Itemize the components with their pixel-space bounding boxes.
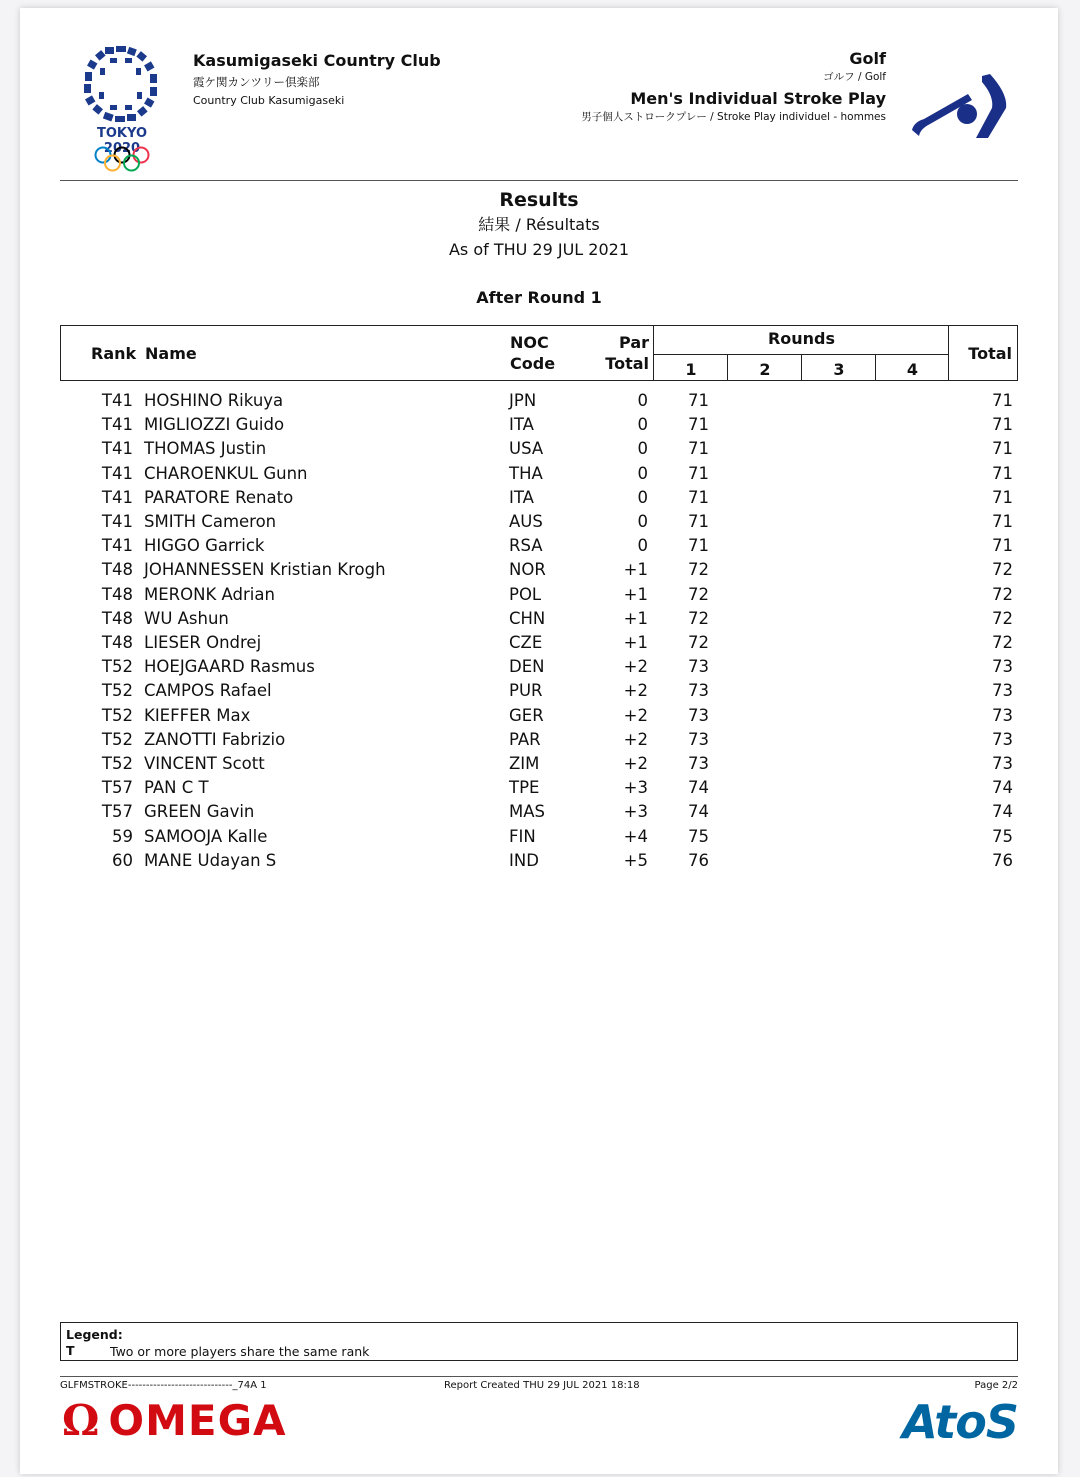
total-cell: 71 [992, 487, 1013, 507]
total-cell: 72 [992, 633, 1013, 652]
table-row [60, 439, 1018, 463]
noc-cell: NOR [509, 560, 546, 580]
total-cell: 74 [992, 778, 1013, 798]
round-1-cell: 74 [688, 778, 709, 798]
name-cell: HOSHINO Rikuya [144, 391, 284, 410]
round-1-cell: 73 [688, 681, 709, 701]
name-cell: CHAROENKUL Gunn [144, 463, 308, 483]
name-cell: PAN C T [144, 778, 209, 798]
noc-cell: PUR [509, 681, 543, 701]
games-label: TOKYO 2020 [97, 126, 147, 156]
footer-divider [60, 1376, 1018, 1377]
table-row [60, 585, 1018, 609]
par-cell: +3 [623, 802, 648, 822]
total-cell: 72 [992, 560, 1013, 580]
table-row [60, 609, 1018, 633]
total-cell: 71 [992, 463, 1013, 483]
rank-cell: T48 [101, 560, 133, 580]
round-1-cell: 73 [688, 705, 709, 725]
omega-logo [62, 1396, 287, 1445]
round-1-cell: 71 [688, 536, 709, 556]
par-cell: +4 [623, 826, 648, 846]
round-4-header: 4 [906, 360, 919, 379]
par-cell: +1 [623, 633, 648, 652]
total-cell: 71 [992, 415, 1013, 435]
noc-cell: USA [509, 439, 544, 459]
round-3-header: 3 [833, 360, 845, 379]
rank-cell: T48 [101, 633, 133, 652]
par-cell: +2 [623, 705, 648, 725]
round-1-cell: 71 [688, 487, 709, 507]
rank-cell: T41 [101, 415, 133, 435]
venue-name-fr: Country Club Kasumigaseki [193, 94, 345, 107]
par-cell: +2 [623, 657, 648, 677]
round-1-cell: 76 [688, 850, 709, 870]
noc-header-line1: NOC [510, 333, 549, 352]
name-cell: VINCENT Scott [144, 754, 265, 773]
round-1-cell: 74 [688, 802, 709, 822]
total-cell: 72 [992, 608, 1013, 628]
rank-cell: T48 [101, 608, 133, 628]
par-header-line1: Par [619, 333, 649, 352]
noc-cell: ITA [509, 415, 534, 435]
omega-wordmark: OMEGA [108, 1396, 287, 1445]
round-1-cell: 73 [688, 657, 709, 677]
total-header: Total [968, 344, 1012, 363]
report-code: GLFMSTROKE-----------------------------_74A 1 [60, 1380, 267, 1391]
par-cell: +5 [623, 850, 648, 870]
round-2-header: 2 [759, 360, 771, 379]
golf-pictogram-icon [910, 74, 1010, 142]
table-row [60, 827, 1018, 851]
round-1-cell: 73 [688, 729, 709, 749]
name-cell: PARATORE Renato [144, 487, 294, 507]
report-title-sub: 結果 / Résultats [478, 215, 600, 234]
par-cell: 0 [637, 463, 648, 483]
tokyo-2020-emblem-icon [80, 44, 162, 126]
table-row [60, 512, 1018, 536]
noc-cell: CHN [509, 608, 546, 628]
table-row [60, 802, 1018, 826]
total-cell: 71 [992, 391, 1013, 410]
noc-header-line2: Code [510, 354, 556, 373]
sport-title: Golf [849, 49, 886, 68]
total-cell: 71 [992, 512, 1013, 531]
table-row [60, 488, 1018, 512]
table-row [60, 415, 1018, 439]
rank-cell: T52 [101, 705, 133, 725]
round-1-cell: 72 [688, 584, 709, 604]
round-1-cell: 72 [688, 608, 709, 628]
table-row [60, 657, 1018, 681]
noc-cell: JPN [509, 391, 537, 410]
total-cell: 73 [992, 681, 1013, 701]
rank-header: Rank [91, 344, 137, 363]
par-cell: +1 [623, 560, 648, 580]
table-row [60, 536, 1018, 560]
noc-cell: GER [509, 705, 544, 725]
venue-name-jp: 霞ケ関カンツリー倶楽部 [193, 75, 320, 89]
rank-cell: T57 [101, 802, 133, 822]
results-page [20, 8, 1058, 1474]
noc-cell: DEN [509, 657, 545, 677]
name-cell: MERONK Adrian [144, 584, 275, 604]
noc-cell: AUS [509, 512, 543, 531]
name-cell: HOEJGAARD Rasmus [144, 657, 315, 677]
par-cell: 0 [637, 439, 648, 459]
atos-logo: AtoS [902, 1395, 1018, 1449]
table-row [60, 464, 1018, 488]
total-cell: 75 [992, 826, 1013, 846]
name-cell: MIGLIOZZI Guido [144, 415, 285, 435]
noc-cell: TPE [509, 778, 540, 798]
noc-cell: IND [509, 850, 539, 870]
total-cell: 76 [992, 850, 1013, 870]
total-cell: 73 [992, 657, 1013, 677]
noc-cell: MAS [509, 802, 545, 822]
venue-name: Kasumigaseki Country Club [193, 51, 441, 70]
report-title: Results [499, 189, 579, 211]
table-row [60, 754, 1018, 778]
olympic-rings-icon [94, 146, 150, 172]
rank-cell: T41 [101, 439, 133, 459]
legend-key: T [66, 1343, 75, 1358]
rank-cell: 60 [112, 850, 133, 870]
rank-cell: T48 [101, 584, 133, 604]
rank-cell: T41 [101, 512, 133, 531]
table-header [60, 325, 1018, 381]
par-header-line2: Total [605, 354, 649, 373]
rank-cell: T41 [101, 463, 133, 483]
legend-title: Legend: [66, 1327, 123, 1342]
name-cell: MANE Udayan S [144, 850, 277, 870]
name-cell: SMITH Cameron [144, 512, 277, 531]
noc-cell: RSA [509, 536, 543, 556]
name-cell: GREEN Gavin [144, 802, 255, 822]
par-cell: +2 [623, 729, 648, 749]
par-cell: +2 [623, 681, 648, 701]
name-cell: SAMOOJA Kalle [144, 826, 268, 846]
round-1-cell: 71 [688, 512, 709, 531]
total-cell: 72 [992, 584, 1013, 604]
name-cell: ZANOTTI Fabrizio [144, 729, 286, 749]
total-cell: 74 [992, 802, 1013, 822]
rank-cell: T52 [101, 754, 133, 773]
total-cell: 71 [992, 536, 1013, 556]
table-row [60, 391, 1018, 415]
name-cell: HIGGO Garrick [144, 536, 265, 556]
total-cell: 71 [992, 439, 1013, 459]
par-cell: +1 [623, 584, 648, 604]
round-1-cell: 72 [688, 560, 709, 580]
as-of-date: As of THU 29 JUL 2021 [448, 240, 630, 259]
par-cell: +1 [623, 608, 648, 628]
par-cell: +2 [623, 754, 648, 773]
noc-cell: THA [509, 463, 543, 483]
par-cell: 0 [637, 487, 648, 507]
table-row [60, 778, 1018, 802]
rank-cell: T41 [101, 391, 133, 410]
par-cell: 0 [637, 391, 648, 410]
table-row [60, 560, 1018, 584]
report-created: Report Created THU 29 JUL 2021 18:18 [444, 1380, 640, 1391]
rank-cell: T41 [101, 487, 133, 507]
name-header: Name [145, 344, 197, 363]
noc-cell: ITA [509, 487, 534, 507]
noc-cell: ZIM [509, 754, 540, 773]
table-row [60, 851, 1018, 875]
rank-cell: T52 [101, 657, 133, 677]
round-1-cell: 71 [688, 463, 709, 483]
name-cell: WU Ashun [144, 608, 229, 628]
table-row [60, 730, 1018, 754]
page-number: Page 2/2 [974, 1380, 1018, 1391]
name-cell: KIEFFER Max [144, 705, 251, 725]
round-1-cell: 71 [688, 415, 709, 435]
par-cell: 0 [637, 415, 648, 435]
round-1-cell: 71 [688, 439, 709, 459]
event-subtitle: 男子個人ストロークプレー / Stroke Play individuel - hommes [581, 111, 886, 123]
table-row [60, 706, 1018, 730]
header-divider [60, 180, 1018, 181]
noc-cell: PAR [509, 729, 541, 749]
omega-symbol: Ω [62, 1396, 101, 1445]
par-cell: 0 [637, 536, 648, 556]
par-cell: 0 [637, 512, 648, 531]
round-1-cell: 73 [688, 754, 709, 773]
event-title: Men's Individual Stroke Play [630, 89, 886, 108]
round-1-cell: 72 [688, 633, 709, 652]
round-1-header: 1 [685, 360, 697, 379]
name-cell: JOHANNESSEN Kristian Krogh [144, 560, 386, 580]
table-row [60, 633, 1018, 657]
noc-cell: POL [509, 584, 542, 604]
rounds-header: Rounds [767, 329, 836, 348]
rank-cell: T52 [101, 681, 133, 701]
legend-text: Two or more players share the same rank [110, 1344, 370, 1359]
round-status: After Round 1 [476, 288, 602, 307]
rank-cell: T52 [101, 729, 133, 749]
name-cell: THOMAS Justin [144, 439, 267, 459]
sport-subtitle: ゴルフ / Golf [823, 71, 886, 83]
noc-cell: FIN [509, 826, 536, 846]
rank-cell: 59 [112, 826, 133, 846]
total-cell: 73 [992, 754, 1013, 773]
par-cell: +3 [623, 778, 648, 798]
rank-cell: T57 [101, 778, 133, 798]
name-cell: LIESER Ondrej [144, 633, 262, 652]
total-cell: 73 [992, 705, 1013, 725]
noc-cell: CZE [509, 633, 543, 652]
round-1-cell: 75 [688, 826, 709, 846]
legend-box [60, 1322, 1018, 1361]
name-cell: CAMPOS Rafael [144, 681, 272, 701]
table-row [60, 681, 1018, 705]
rank-cell: T41 [101, 536, 133, 556]
round-1-cell: 71 [688, 391, 709, 410]
total-cell: 73 [992, 729, 1013, 749]
